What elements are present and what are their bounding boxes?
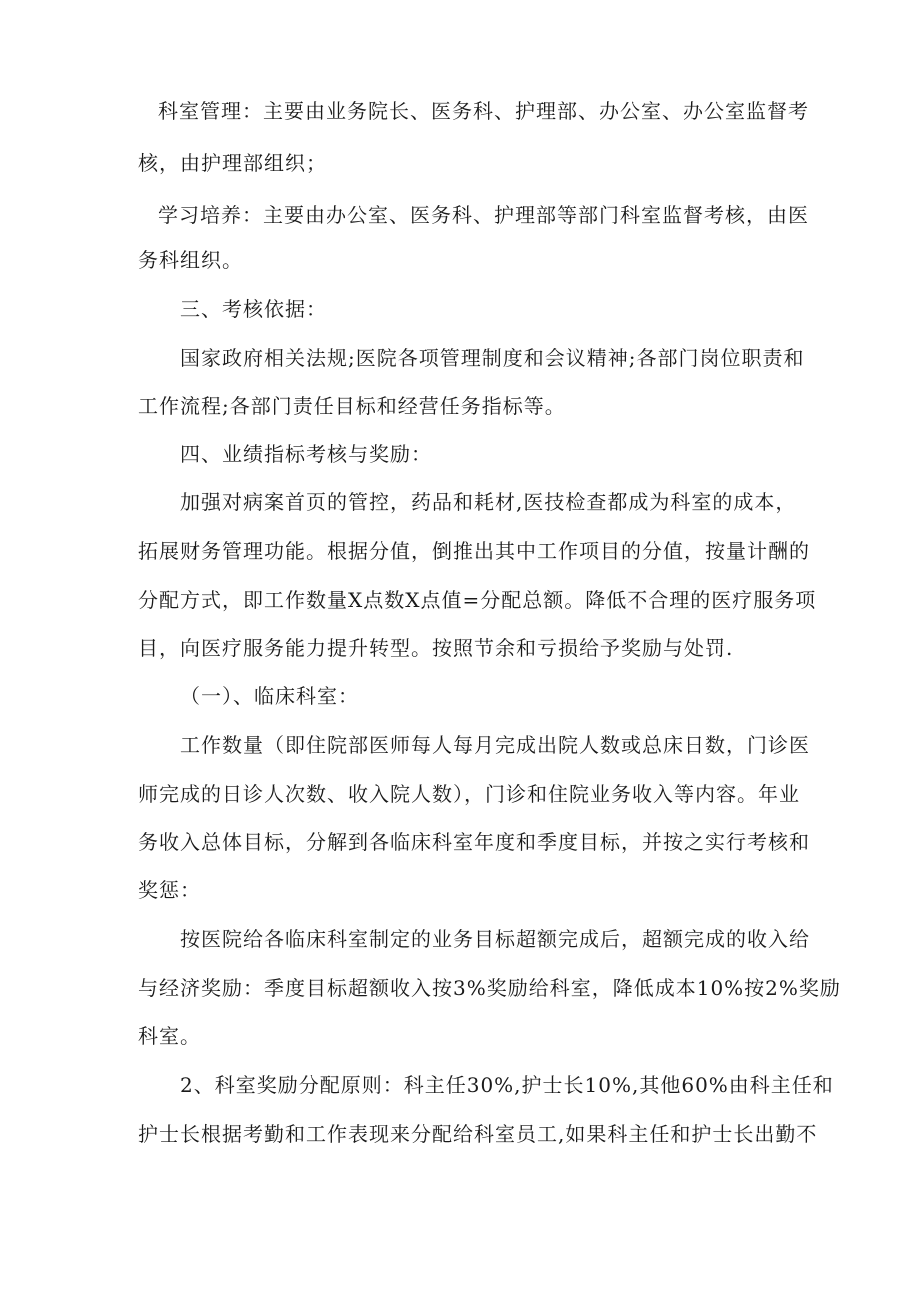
text-line: 目，向医疗服务能力提升转型。按照节余和亏损给予奖励与处罚. (138, 636, 734, 660)
text-line: 2、科室奖励分配原则：科主任30%,护士长10%,其他60%由科主任和 (180, 1073, 834, 1097)
text-line: 核，由护理部组织； (138, 151, 327, 175)
text-line: 工作流程;各部门责任目标和经营任务指标等。 (138, 394, 566, 418)
section-heading: 四、业绩指标考核与奖励： (180, 442, 432, 466)
section-heading: （一）、临床科室： (180, 684, 359, 708)
text-line: 科室。 (138, 1024, 201, 1048)
text-line: 分配方式，即工作数量X点数X点值=分配总额。降低不合理的医疗服务项 (138, 588, 817, 612)
text-line: 按医院给各临床科室制定的业务目标超额完成后，超额完成的收入给 (180, 927, 810, 951)
text-line: 学习培养：主要由办公室、医务科、护理部等部门科室监督考核，由医 (158, 203, 809, 227)
text-line: 务收入总体目标，分解到各临床科室年度和季度目标，并按之实行考核和 (138, 830, 810, 854)
text-line: 师完成的日诊人次数、收入院人数），门诊和住院业务收入等内容。年业 (138, 782, 800, 806)
text-line: 拓展财务管理功能。根据分值，倒推出其中工作项目的分值，按量计酬的 (138, 539, 810, 563)
text-line: 务科组织。 (138, 248, 243, 272)
text-line: 国家政府相关法规;医院各项管理制度和会议精神;各部门岗位职责和 (180, 346, 805, 370)
text-line: 护士长根据考勤和工作表现来分配给科室员工,如果科主任和护士长出勤不 (138, 1122, 818, 1146)
text-line: 工作数量（即住院部医师每人每月完成出院人数或总床日数，门诊医 (180, 733, 810, 757)
text-line: 加强对病案首页的管控，药品和耗材,医技检查都成为科室的成本， (180, 490, 797, 514)
section-heading: 三、考核依据： (180, 297, 327, 321)
text-line: 科室管理：主要由业务院长、医务科、护理部、办公室、办公室监督考 (158, 99, 809, 123)
text-line: 与经济奖励：季度目标超额收入按3%奖励给科室，降低成本10%按2%奖励 (138, 976, 841, 1000)
text-line: 奖惩： (138, 878, 201, 902)
